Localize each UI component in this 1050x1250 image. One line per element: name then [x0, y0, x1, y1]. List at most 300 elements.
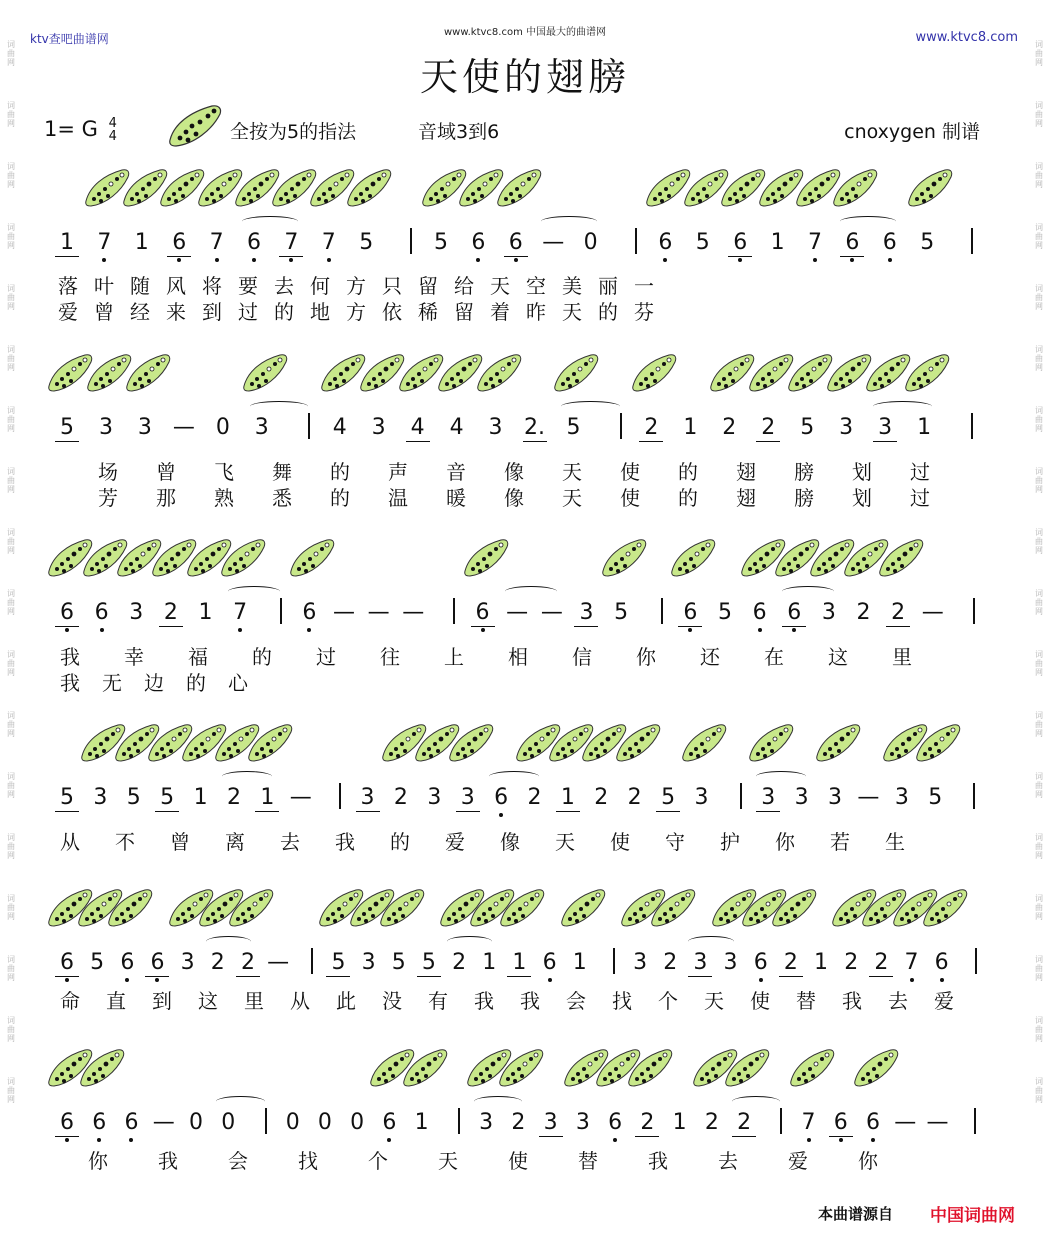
jianpu-note: 6 [297, 600, 321, 626]
jianpu-note: 2 [779, 950, 803, 977]
jianpu-note: 2 [594, 785, 609, 810]
jianpu-note: 4 [449, 415, 464, 440]
ocarina-fingering-icon [724, 1048, 770, 1088]
jianpu-note: 5 [717, 600, 732, 625]
lyric-char: 护 [720, 830, 740, 854]
lyric-char: 这 [828, 645, 848, 669]
lyric-char: 给 [454, 274, 474, 298]
site-name-left: ktv查吧曲谱网 [30, 32, 109, 46]
margin-watermark-text: 词曲网 [1034, 955, 1044, 982]
jianpu-note: 1 [770, 230, 785, 255]
jianpu-note: 7 [92, 230, 116, 256]
margin-watermark-text: 词曲网 [6, 894, 16, 921]
jianpu-note: 6 [167, 230, 191, 257]
jianpu-note: 5 [434, 230, 448, 255]
lyric-char: 划 [852, 460, 872, 484]
jianpu-note: 2 [756, 415, 780, 442]
margin-watermark-text: 词曲网 [6, 40, 16, 67]
jianpu-note: 5 [695, 230, 710, 255]
lyric-char: 个 [368, 1149, 388, 1173]
jianpu-note: 0 [285, 1110, 300, 1135]
jianpu-note: 6 [115, 950, 139, 976]
margin-watermark-text: 词曲网 [1034, 406, 1044, 433]
lyric-char: 留 [418, 274, 438, 298]
jianpu-note: 2 [635, 1110, 659, 1137]
ocarina-fingering-icon [915, 723, 961, 763]
lyric-char: 命 [60, 989, 80, 1013]
jianpu-note: 5 [359, 230, 374, 255]
ocarina-fingering-icon [789, 1048, 835, 1088]
margin-watermark-text: 词曲网 [1034, 162, 1044, 189]
lyric-char: 天 [438, 1149, 458, 1173]
lyric-char: 美 [562, 274, 582, 298]
margin-watermark-text: 词曲网 [1034, 833, 1044, 860]
ocarina-fingering-icon [922, 888, 968, 928]
lyric-char: 爱 [445, 830, 465, 854]
ocarina-fingering-icon [650, 888, 696, 928]
jianpu-note: 7 [205, 230, 229, 256]
lyric-char: 叶 [94, 274, 114, 298]
lyric-char: 不 [115, 830, 135, 854]
lyric-char: 过 [238, 300, 258, 324]
jianpu-note: 2 [527, 785, 542, 810]
lyric-char: 方 [346, 300, 366, 324]
lyric-char: 幸 [124, 645, 144, 669]
jianpu-note: 3 [873, 415, 897, 442]
jianpu-note: 7 [797, 1110, 821, 1136]
ocarina-fingering-icon [904, 353, 950, 393]
site-name-right: www.ktvc8.com [915, 30, 1018, 45]
ocarina-fingering-icon [815, 723, 861, 763]
jianpu-note: 1 [55, 230, 79, 257]
ocarina-fingering-icon [346, 168, 392, 208]
lyric-char: 信 [572, 645, 592, 669]
jianpu-note: 1 [683, 415, 698, 440]
lyric-char: 我 [158, 1149, 178, 1173]
ocarina-fingering-icon [670, 538, 716, 578]
jianpu-note: 3 [137, 415, 152, 440]
ocarina-fingering-icon [289, 538, 335, 578]
jianpu-note: 1 [255, 785, 279, 812]
tie-slur [474, 1096, 522, 1107]
jianpu-note: 3 [574, 600, 598, 627]
jianpu-note: 1 [556, 785, 580, 812]
lyric-char: 生 [885, 830, 905, 854]
jianpu-note: 1 [814, 950, 829, 975]
lyric-char: 方 [346, 274, 366, 298]
lyric-char: 依 [382, 300, 402, 324]
lyric-char: 的 [186, 671, 206, 695]
bar-line [311, 948, 313, 974]
margin-watermark-text: 词曲网 [6, 467, 16, 494]
jianpu-note: 2. [524, 415, 545, 440]
lyric-char: 的 [678, 486, 698, 510]
jianpu-note: 6 [119, 1110, 143, 1136]
lyric-char: 的 [330, 460, 350, 484]
lyric-char: 音 [446, 460, 466, 484]
jianpu-note: 2 [722, 415, 737, 440]
lyric-char: 翅 [736, 460, 756, 484]
jianpu-note: 2 [393, 785, 408, 810]
bar-line [971, 228, 973, 254]
jianpu-note: 0 [583, 230, 598, 255]
lyric-char: 曾 [156, 460, 176, 484]
ocarina-fingering-icon [832, 168, 878, 208]
lyric-char: 我 [60, 645, 80, 669]
lyric-char: 飞 [214, 460, 234, 484]
site-name-center: www.ktvc8.com 中国最大的曲谱网 [443, 27, 606, 38]
margin-watermark-text: 词曲网 [6, 833, 16, 860]
jianpu-note: 1 [198, 600, 213, 625]
jianpu-note: 6 [242, 230, 266, 256]
jianpu-note: 7 [900, 950, 924, 976]
bar-line [265, 1108, 267, 1134]
margin-watermark-text: 词曲网 [1034, 101, 1044, 128]
jianpu-note: 2 [704, 1110, 719, 1135]
jianpu-note: 6 [653, 230, 677, 256]
lyric-char: 往 [380, 645, 400, 669]
ocarina-fingering-icon [853, 1048, 899, 1088]
lyric-char: 福 [188, 645, 208, 669]
bar-line [780, 1108, 782, 1134]
lyric-char: 膀 [794, 486, 814, 510]
ocarina-fingering-icon [228, 888, 274, 928]
margin-watermark-text: 词曲网 [1034, 589, 1044, 616]
jianpu-note: 2 [159, 600, 183, 627]
tie-slur [216, 1096, 264, 1107]
lyric-char: 从 [60, 830, 80, 854]
jianpu-note: 5 [391, 950, 406, 975]
jianpu-note: 3 [427, 785, 442, 810]
bar-line [339, 783, 341, 809]
lyric-char: 声 [388, 460, 408, 484]
jianpu-note: 5 [614, 600, 629, 625]
lyric-char: 随 [130, 274, 150, 298]
jianpu-note: 3 [839, 415, 854, 440]
lyric-char: 使 [620, 486, 640, 510]
margin-watermark-text: 词曲网 [1034, 467, 1044, 494]
lyric-char: 翅 [736, 486, 756, 510]
lyric-char: 替 [796, 989, 816, 1013]
lyric-char: 天 [490, 274, 510, 298]
jianpu-note: 3 [371, 415, 386, 440]
lyric-char: 爱 [58, 300, 78, 324]
ocarina-fingering-icon [553, 353, 599, 393]
lyric-char: 熟 [214, 486, 234, 510]
ocarina-fingering-icon [379, 888, 425, 928]
jianpu-note: 6 [840, 230, 864, 257]
jianpu-note: 1 [917, 415, 932, 440]
jianpu-note: 3 [821, 600, 836, 625]
score-row [0, 1040, 1050, 1210]
jianpu-note: 3 [180, 950, 195, 975]
ocarina-fingering-icon [168, 104, 224, 148]
jianpu-note: 2 [452, 950, 467, 975]
lyric-char: 来 [166, 300, 186, 324]
lyric-char: 上 [444, 645, 464, 669]
lyric-char: 有 [428, 989, 448, 1013]
jianpu-note: 6 [749, 950, 773, 976]
jianpu-note: 3 [694, 785, 709, 810]
jianpu-note: — [921, 600, 944, 625]
jianpu-note: 0 [215, 415, 230, 440]
lyric-char: 悉 [272, 486, 292, 510]
bar-line [740, 783, 742, 809]
bar-line [453, 598, 455, 624]
lyric-char: 经 [130, 300, 150, 324]
ocarina-fingering-icon [125, 353, 171, 393]
lyric-char: 没 [382, 989, 402, 1013]
ocarina-fingering-icon [627, 1048, 673, 1088]
jianpu-note: 6 [145, 950, 169, 977]
lyric-char: 天 [562, 460, 582, 484]
lyric-char: 芬 [634, 300, 654, 324]
jianpu-note: 2 [639, 415, 663, 442]
lyric-char: 无 [102, 671, 122, 695]
lyric-char: 天 [562, 486, 582, 510]
margin-watermark-text: 词曲网 [1034, 711, 1044, 738]
jianpu-note: 1 [482, 950, 497, 975]
jianpu-note: 2 [210, 950, 225, 975]
jianpu-note: — [540, 600, 563, 625]
lyric-char: 边 [144, 671, 164, 695]
lyric-char: 你 [88, 1149, 108, 1173]
jianpu-note: 2 [663, 950, 678, 975]
jianpu-note: 6 [728, 230, 752, 257]
jianpu-note: 1 [572, 950, 587, 975]
lyric-char: 过 [316, 645, 336, 669]
lyric-char: 替 [578, 1149, 598, 1173]
jianpu-note: 0 [317, 1110, 332, 1135]
jianpu-note: — [542, 230, 565, 255]
score-row [0, 160, 1050, 330]
jianpu-note: 1 [414, 1110, 429, 1135]
lyric-char: 爱 [934, 989, 954, 1013]
jianpu-note: 6 [471, 600, 495, 627]
ocarina-fingering-icon [247, 723, 293, 763]
lyric-char: 天 [704, 989, 724, 1013]
jianpu-note: 2 [886, 600, 910, 627]
lyric-char: 我 [648, 1149, 668, 1173]
jianpu-note: 3 [488, 415, 503, 440]
tie-slur [873, 401, 931, 412]
bar-line [620, 413, 622, 439]
lyric-char: 这 [198, 989, 218, 1013]
margin-watermark-text: 词曲网 [6, 223, 16, 250]
ocarina-fingering-icon [496, 168, 542, 208]
jianpu-note: 0 [350, 1110, 365, 1135]
lyric-char: 何 [310, 274, 330, 298]
tie-slur [206, 936, 251, 947]
lyric-char: 会 [566, 989, 586, 1013]
jianpu-note: 6 [782, 600, 806, 627]
jianpu-note: — [402, 600, 425, 625]
jianpu-note: 6 [603, 1110, 627, 1136]
ocarina-fingering-icon [242, 353, 288, 393]
jianpu-note: 6 [748, 600, 772, 626]
ocarina-fingering-icon [560, 888, 606, 928]
lyric-char: 里 [244, 989, 264, 1013]
lyric-char: 像 [504, 486, 524, 510]
fingering-note: 全按为5的指法 [230, 121, 357, 143]
jianpu-note: 0 [188, 1110, 203, 1135]
lyric-char: 落 [58, 274, 78, 298]
jianpu-note: 3 [479, 1110, 494, 1135]
jianpu-note: 3 [894, 785, 909, 810]
margin-watermark-text: 词曲网 [1034, 1016, 1044, 1043]
source-site: 中国词曲网 [930, 1206, 1015, 1226]
lyric-char: 曾 [94, 300, 114, 324]
jianpu-note: 6 [87, 1110, 111, 1136]
jianpu-note: 6 [55, 1110, 79, 1137]
ocarina-fingering-icon [463, 538, 509, 578]
lyric-char: 像 [500, 830, 520, 854]
jianpu-note: — [152, 1110, 175, 1135]
lyric-char: 我 [520, 989, 540, 1013]
lyric-char: 曾 [170, 830, 190, 854]
jianpu-note: 3 [633, 950, 648, 975]
lyric-char: 我 [60, 671, 80, 695]
ocarina-fingering-icon [402, 1048, 448, 1088]
ocarina-fingering-icon [615, 723, 661, 763]
margin-watermark-text: 词曲网 [6, 162, 16, 189]
jianpu-note: 5 [155, 785, 179, 812]
lyric-char: 此 [336, 989, 356, 1013]
margin-watermark-text: 词曲网 [1034, 223, 1044, 250]
jianpu-note: 2 [627, 785, 642, 810]
lyric-char: 过 [910, 460, 930, 484]
bar-line [971, 413, 973, 439]
margin-watermark-text: 词曲网 [6, 406, 16, 433]
lyric-char: 膀 [794, 460, 814, 484]
jianpu-note: 3 [688, 950, 712, 977]
range-note: 音域3到6 [418, 121, 500, 143]
jianpu-note: 6 [930, 950, 954, 976]
jianpu-note: 5 [928, 785, 943, 810]
lyric-char: 要 [238, 274, 258, 298]
lyric-char: 去 [280, 830, 300, 854]
ocarina-fingering-icon [448, 723, 494, 763]
lyric-char: 地 [310, 300, 330, 324]
lyric-char: 到 [202, 300, 222, 324]
jianpu-note: 6 [538, 950, 562, 976]
lyric-char: 使 [750, 989, 770, 1013]
lyric-char: 直 [106, 989, 126, 1013]
jianpu-note: 5 [126, 785, 141, 810]
lyric-char: 暖 [446, 486, 466, 510]
lyric-char: 将 [202, 274, 222, 298]
bar-line [410, 228, 412, 254]
margin-watermark-text: 词曲网 [6, 772, 16, 799]
jianpu-note: 3 [539, 1110, 563, 1137]
lyric-char: 从 [290, 989, 310, 1013]
margin-watermark-text: 词曲网 [1034, 894, 1044, 921]
lyric-char: 相 [508, 645, 528, 669]
lyric-char: 里 [892, 645, 912, 669]
jianpu-note: 5 [55, 415, 79, 442]
jianpu-note: 2 [511, 1110, 526, 1135]
jianpu-note: 5 [566, 415, 581, 440]
lyric-char: 的 [330, 486, 350, 510]
source-label: 本曲谱源自 [818, 1205, 894, 1223]
jianpu-note: 5 [326, 950, 350, 977]
bar-line [661, 598, 663, 624]
margin-watermark-text: 词曲网 [1034, 1077, 1044, 1104]
bar-line [280, 598, 282, 624]
jianpu-note: 3 [361, 950, 376, 975]
ocarina-fingering-icon [220, 538, 266, 578]
lyric-char: 会 [228, 1149, 248, 1173]
arranger: cnoxygen 制谱 [844, 121, 980, 143]
jianpu-note: 3 [129, 600, 144, 625]
margin-watermark-text: 词曲网 [6, 589, 16, 616]
bar-line [973, 783, 975, 809]
jianpu-note: 6 [55, 950, 79, 977]
tie-slur [756, 771, 806, 782]
ocarina-fingering-icon [498, 1048, 544, 1088]
lyric-char: 的 [252, 645, 272, 669]
jianpu-note: 2 [869, 950, 893, 977]
jianpu-note: — [894, 1110, 917, 1135]
lyric-char: 我 [474, 989, 494, 1013]
tie-slur [242, 216, 298, 227]
ocarina-fingering-icon [771, 888, 817, 928]
jianpu-note: 4 [332, 415, 347, 440]
jianpu-note: — [367, 600, 390, 625]
time-signature [109, 117, 117, 143]
jianpu-note: 7 [317, 230, 341, 256]
ocarina-fingering-icon [681, 723, 727, 763]
lyric-char: 的 [390, 830, 410, 854]
jianpu-note: 6 [90, 600, 114, 626]
lyric-char: 天 [562, 300, 582, 324]
lyric-char: 的 [274, 300, 294, 324]
jianpu-note: 5 [417, 950, 441, 977]
tie-slur [447, 936, 492, 947]
lyric-char: 舞 [272, 460, 292, 484]
lyric-char: 的 [678, 460, 698, 484]
lyric-char: 的 [598, 300, 618, 324]
ocarina-fingering-icon [601, 538, 647, 578]
lyric-char: 去 [274, 274, 294, 298]
lyric-char: 在 [764, 645, 784, 669]
tie-slur [505, 586, 557, 597]
jianpu-note: 5 [800, 415, 815, 440]
bar-line [974, 1108, 976, 1134]
ocarina-fingering-icon [499, 888, 545, 928]
jianpu-note: 3 [794, 785, 809, 810]
tie-slur [250, 401, 308, 412]
jianpu-note: 3 [723, 950, 738, 975]
lyric-char: 离 [225, 830, 245, 854]
lyric-char: 去 [888, 989, 908, 1013]
lyric-char: 场 [98, 460, 118, 484]
song-title: 天使的翅膀 [419, 55, 630, 99]
lyric-char: 只 [382, 274, 402, 298]
margin-watermark-text: 词曲网 [1034, 772, 1044, 799]
jianpu-note: 3 [575, 1110, 590, 1135]
lyric-char: 丽 [598, 274, 618, 298]
lyric-char: 使 [620, 460, 640, 484]
jianpu-note: 6 [489, 785, 513, 811]
jianpu-note: — [857, 785, 880, 810]
ocarina-fingering-icon [79, 1048, 125, 1088]
ocarina-fingering-icon [476, 353, 522, 393]
tie-slur [489, 771, 539, 782]
jianpu-note: 7 [279, 230, 303, 257]
jianpu-note: — [289, 785, 312, 810]
tie-slur [541, 216, 597, 227]
